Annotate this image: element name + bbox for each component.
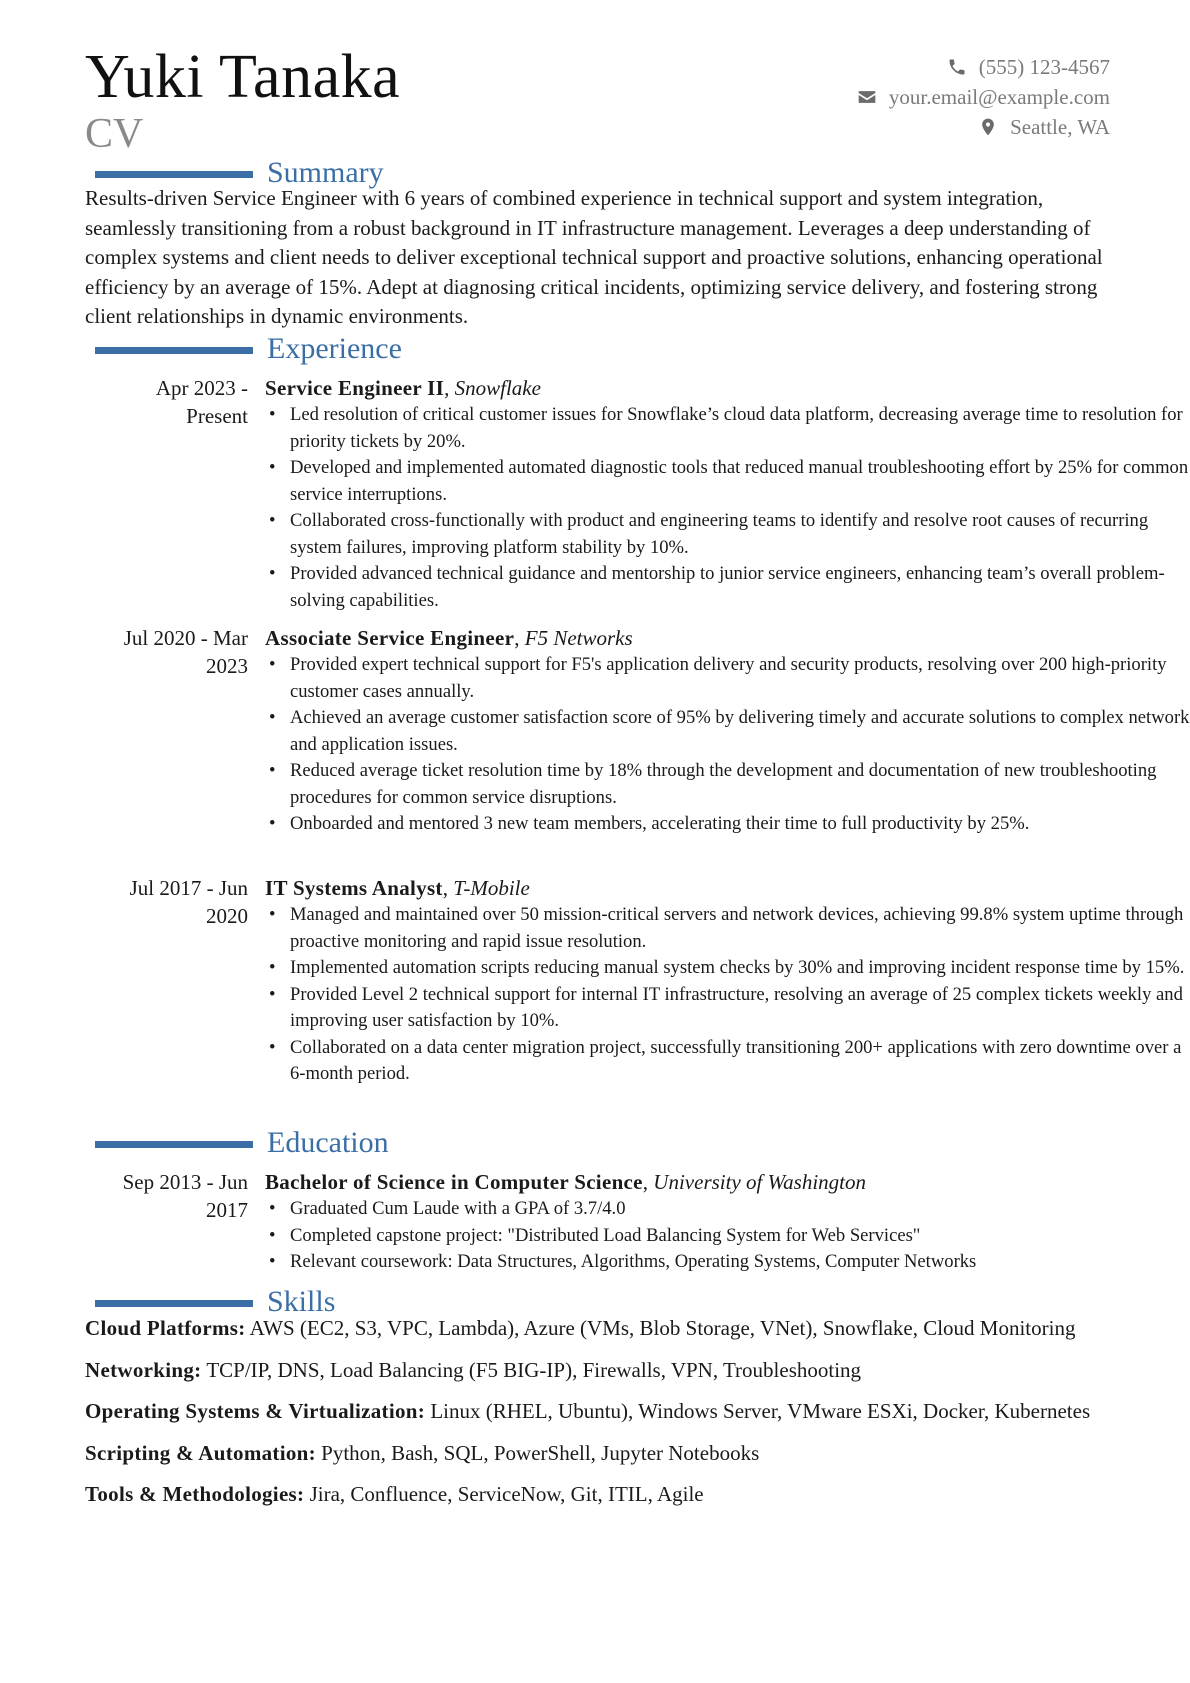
entry-date-start: Sep 2013 - Jun [122,1170,248,1194]
section-title: Education [267,1126,389,1159]
skill-items: Python, Bash, SQL, PowerShell, Jupyter Notebooks [321,1440,760,1465]
education-detail-item: • Graduated Cum Laude with a GPA of 3.7/4.0 [265,1196,1190,1223]
skill-items: Linux (RHEL, Ubuntu), Windows Server, VMware ESXi, Docker, Kubernetes [430,1399,1091,1424]
document-subtitle: CV [85,111,144,157]
entry-title: Service Engineer II, Snowflake [265,376,541,400]
phone-icon [947,57,967,77]
entry-body [265,874,1190,1088]
section-title: Skills [267,1285,336,1318]
skill-category: Tools & Methodologies: [85,1482,305,1507]
achievement-item: • Reduced average ticket resolution time by 18% through the development and documentation of new troubleshooting procedures for common service disruptions. [265,758,1190,811]
skill-row [85,1356,1115,1386]
entry-date [85,624,248,680]
section-accent-bar [95,347,253,354]
section-title: Summary [267,156,384,189]
institution-name: University of Washington [653,1170,867,1194]
achievement-item: • Collaborated cross-functionally with product and engineering teams to identify and resolve root causes of recurring system failures, improving platform stability by 10%. [265,508,1190,561]
achievement-item: • Developed and implemented automated diagnostic tools that reduced manual troubleshooting effort by 25% for common service interruptions. [265,455,1190,508]
contact-location [750,112,1110,142]
skill-row [85,1480,1115,1510]
skills-list [85,1314,1115,1522]
achievement-item: • Provided expert technical support for F5's application delivery and security products, resolving over 200 high-priority customer cases annually. [265,652,1190,705]
education-details [265,1196,1190,1276]
location-text: Seattle, WA [1010,114,1110,139]
skill-category: Scripting & Automation: [85,1440,316,1465]
entry-date-end: Present [186,404,248,428]
phone-number[interactable]: (555) 123-4567 [978,54,1110,79]
employer-name: T-Mobile [453,876,530,900]
skill-row [85,1314,1115,1344]
contact-email [750,82,1110,112]
entry-body [265,624,1190,838]
achievement-list [265,402,1190,614]
job-role: IT Systems Analyst [265,876,443,900]
education-detail-item: • Relevant coursework: Data Structures, Algorithms, Operating Systems, Computer Networks [265,1249,1190,1276]
entry-date [85,1168,248,1224]
achievement-list [265,902,1190,1088]
entry-body [265,1168,1190,1276]
contact-block [750,52,1110,142]
envelope-icon [857,87,877,107]
section-accent-bar [95,171,253,178]
contact-phone [750,52,1110,82]
skill-items: AWS (EC2, S3, VPC, Lambda), Azure (VMs, Blob Storage, VNet), Snowflake, Cloud Monitoring [249,1316,1076,1340]
employer-name: Snowflake [454,376,541,400]
map-pin-icon [978,117,998,137]
skill-category: Cloud Platforms: [85,1316,246,1340]
email-address[interactable]: your.email@example.com [888,84,1110,109]
entry-date-end: 2023 [206,654,248,678]
skill-row [85,1439,1115,1469]
skill-row [85,1397,1115,1427]
skill-category: Operating Systems & Virtualization: [85,1399,426,1424]
skill-items: TCP/IP, DNS, Load Balancing (F5 BIG-IP), Firewalls, VPN, Troubleshooting [206,1357,862,1382]
section-accent-bar [95,1141,253,1148]
entry-title: IT Systems Analyst, T-Mobile [265,876,530,900]
employer-name: F5 Networks [524,626,633,650]
entry-body [265,374,1190,614]
entry-date-start: Jul 2017 - Jun [129,876,248,900]
achievement-item: • Achieved an average customer satisfaction score of 95% by delivering timely and accurate solutions to complex network and application issues. [265,705,1190,758]
entry-date-start: Jul 2020 - Mar [123,626,248,650]
achievement-item: • Implemented automation scripts reducing manual system checks by 30% and improving incident response time by 15%. [265,955,1190,982]
achievement-item: • Managed and maintained over 50 mission-critical servers and network devices, achieving 99.8% system uptime through proactive monitoring and rapid issue resolution. [265,902,1190,955]
section-accent-bar [95,1300,253,1307]
achievement-item: • Onboarded and mentored 3 new team members, accelerating their time to full productivity by 25%. [265,811,1190,838]
degree-name: Bachelor of Science in Computer Science [265,1170,643,1194]
job-role: Associate Service Engineer [265,626,515,650]
entry-title: Bachelor of Science in Computer Science, University of Washington [265,1170,867,1194]
entry-title: Associate Service Engineer, F5 Networks [265,626,633,650]
education-detail-item: • Completed capstone project: "Distributed Load Balancing System for Web Services" [265,1223,1190,1250]
section-title: Experience [267,332,402,365]
entry-date-start: Apr 2023 - [155,376,248,400]
candidate-name: Yuki Tanaka [85,43,401,111]
skill-items: Jira, Confluence, ServiceNow, Git, ITIL, Agile [309,1482,704,1507]
skill-category: Networking: [85,1357,202,1382]
achievement-item: • Provided advanced technical guidance and mentorship to junior service engineers, enhancing team’s overall problem-solving capabilities. [265,561,1190,614]
job-role: Service Engineer II [265,376,445,400]
entry-date-end: 2017 [206,1198,248,1222]
achievement-list [265,652,1190,838]
entry-date [85,374,248,430]
achievement-item: • Led resolution of critical customer issues for Snowflake’s cloud data platform, decreasing average time to resolution for priority tickets by 20%. [265,402,1190,455]
entry-date-end: 2020 [206,904,248,928]
achievement-item: • Provided Level 2 technical support for internal IT infrastructure, resolving an average of 25 complex tickets weekly and improving user satisfaction by 10%. [265,982,1190,1035]
achievement-item: • Collaborated on a data center migration project, successfully transitioning 200+ applications with zero downtime over a 6-month period. [265,1035,1190,1088]
entry-date [85,874,248,930]
summary-paragraph: Results-driven Service Engineer with 6 years of combined experience in technical support and system integration, seamlessly transitioning from a robust background in IT infrastructure management. Leverages a deep understanding of complex systems and client needs to deliver exceptional technical support and proactive solutions, enhancing operational efficiency by an average of 15%. Adept at diagnosing critical incidents, optimizing service delivery, and fostering strong client relationships in dynamic environments. [85,186,1103,329]
